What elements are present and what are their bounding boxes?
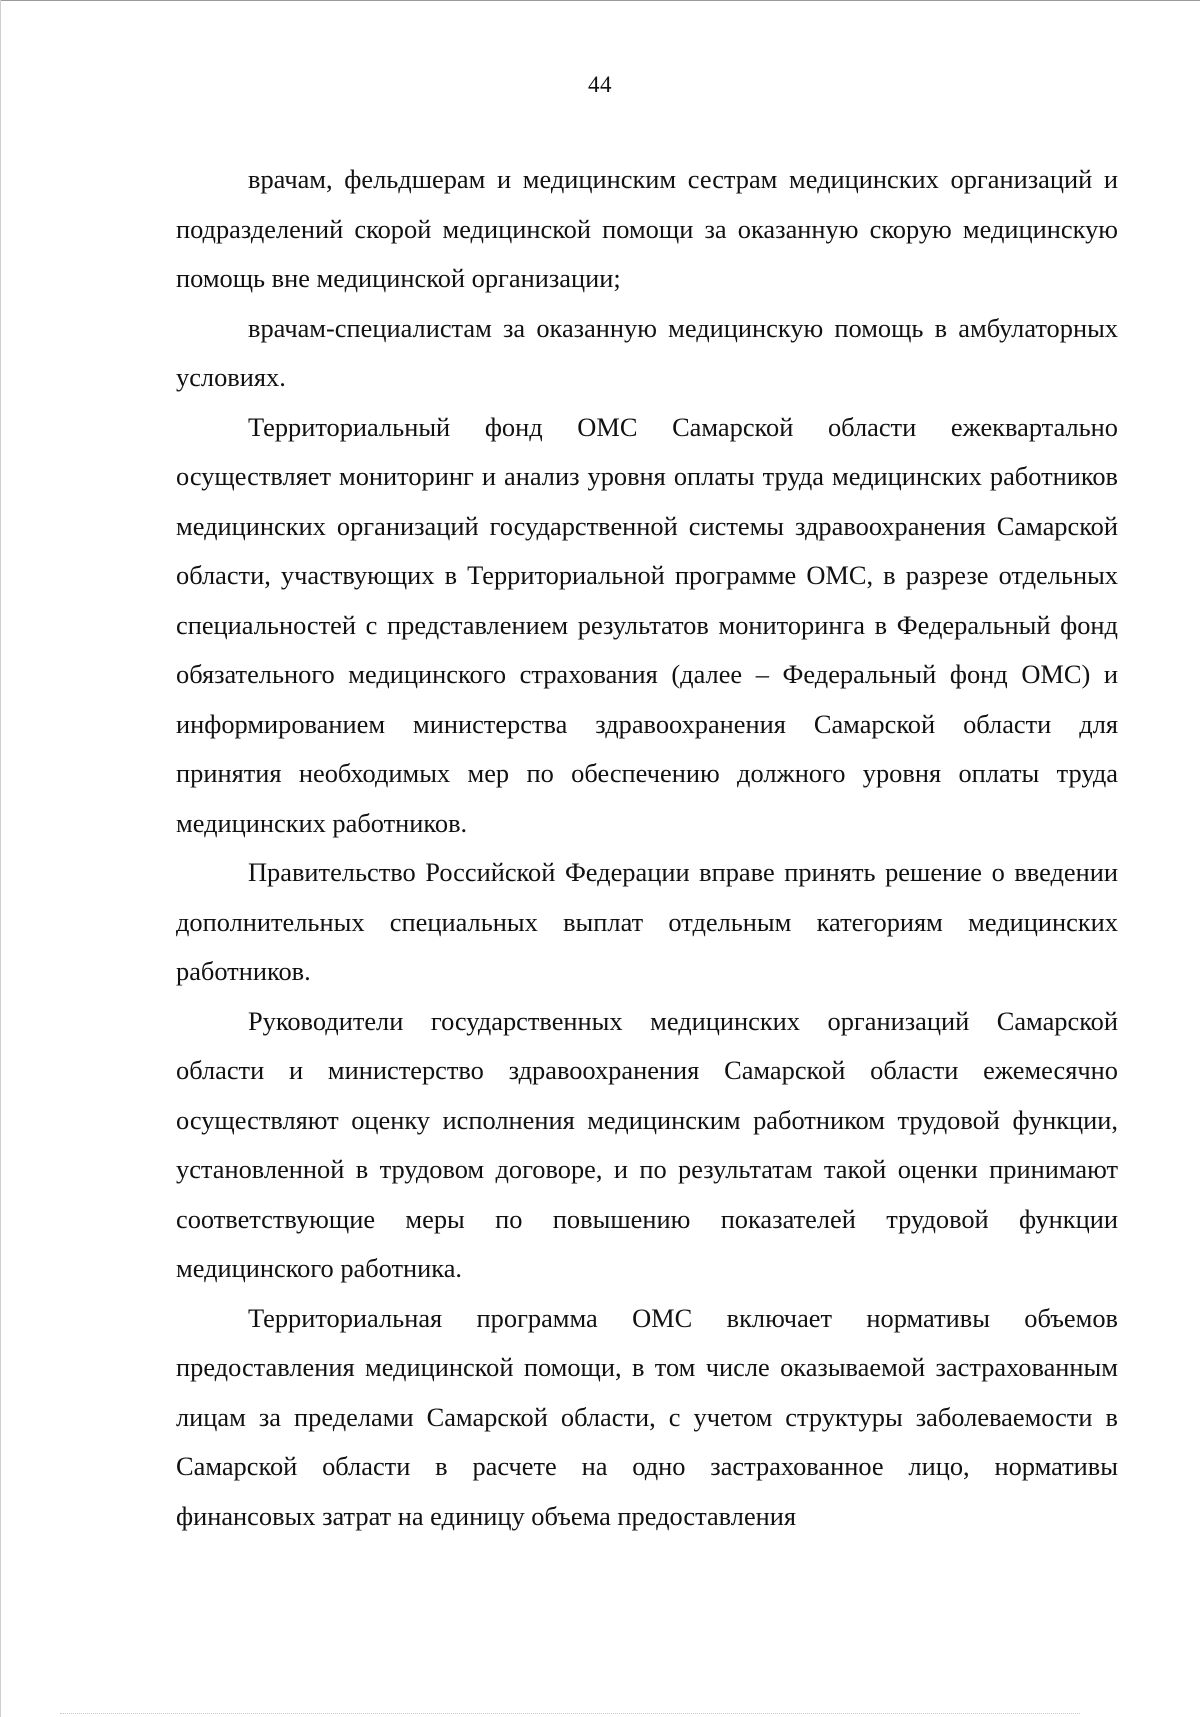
paragraph-wage-monitoring: Территориальный фонд ОМС Самарской области ежеквартально осуществляет мониторинг и анализ уровня оплаты труда медицинских работников медицинских организаций государственной системы здравоохранения Самарской области, участвующих в Территориальной программе ОМС, в разрезе отдельных специальностей с представлением результатов мониторинга в Федеральный фонд обязательного медицинского страхования (далее – Федеральный фонд ОМС) и информированием министерства здравоохранения Самарской области для принятия необходимых мер по обеспечению должного уровня оплаты труда медицинских работников. bbox=[176, 411, 1118, 838]
paragraph-performance-evaluation: Руководители государственных медицинских организаций Самарской области и министерство здравоохранения Самарской области ежемесячно осуществляют оценку исполнения медицинским работником трудовой функции, установленной в трудовом договоре, и по результатам такой оценки принимают соответствующие меры по повышению показателей трудовой функции медицинского работника. bbox=[176, 1005, 1118, 1283]
paragraph-payments-specialists: врачам-специалистам за оказанную медицинскую помощь в амбулаторных условиях. bbox=[176, 312, 1118, 392]
scan-edge-bottom bbox=[60, 1713, 1080, 1714]
paragraph-payments-emergency-staff: врачам, фельдшерам и медицинским сестрам медицинских организаций и подразделений скорой медицинской помощи за оказанную скорую медицинскую помощь вне медицинской организации; bbox=[176, 164, 1118, 293]
page-number: 44 bbox=[588, 72, 612, 97]
paragraph-government-special-payments: Правительство Российской Федерации вправе принять решение о введении дополнительных специальных выплат отдельным категориям медицинских работников. bbox=[176, 857, 1118, 986]
scan-edge-left bbox=[0, 0, 1, 1717]
paragraph-program-standards: Территориальная программа ОМС включает нормативы объемов предоставления медицинской помощи, в том числе оказываемой застрахованным лицам за пределами Самарской области, с учетом структуры заболеваемости в Самарской области в расчете на одно застрахованное лицо, нормативы финансовых затрат на единицу объема предоставления bbox=[176, 1302, 1118, 1531]
document-text-body bbox=[176, 155, 1118, 1541]
scan-edge-top bbox=[0, 0, 1200, 1]
